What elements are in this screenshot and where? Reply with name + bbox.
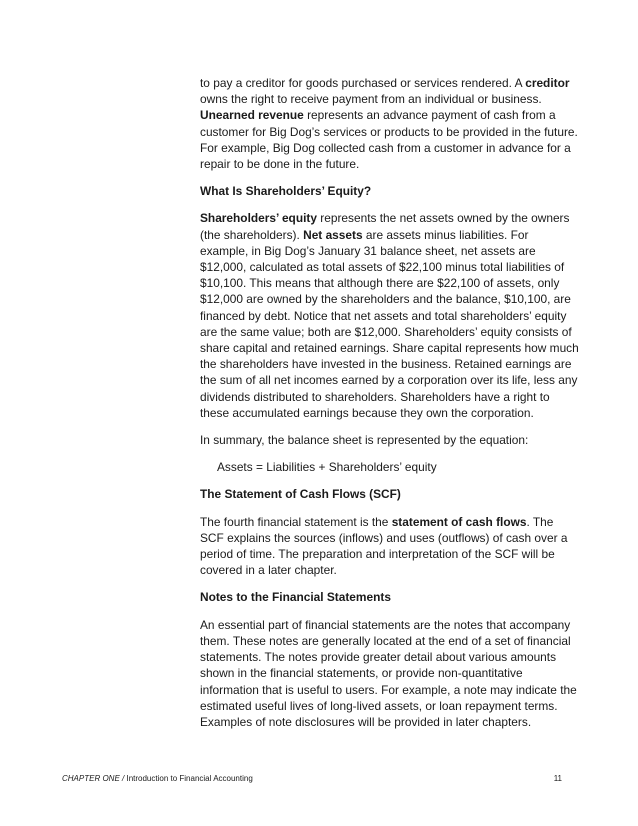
footer-chapter: CHAPTER ONE bbox=[62, 774, 120, 783]
term-shareholders-equity: Shareholders’ equity bbox=[200, 211, 317, 226]
text: are assets minus liabilities. For example, in Big Dog’s January 31 balance sheet, net assets are $12,000, calculated as total assets of $22,100 minus total liabilities of $10,100. This means that although there are $22,100 of assets, only $12,000 are owned by the shareholders and the balance, $10,100, are financed by debt. Notice that net assets and total shareholders’ equity are the same value; both are $12,000. Shareholders’ equity consists of share capital and retained earnings. Share capital represents how much the shareholders have invested in the business. Retained earnings are the sum of all net incomes earned by a corporation over its life, less any dividends distributed to shareholders. Shareholders have a right to these accumulated earnings because they own the corporation. bbox=[200, 227, 579, 420]
text: The fourth financial statement is the bbox=[200, 514, 392, 529]
paragraph-liabilities bbox=[200, 75, 580, 172]
heading-notes: Notes to the Financial Statements bbox=[200, 590, 391, 605]
text: to pay a creditor for goods purchased or services rendered. A bbox=[200, 76, 526, 90]
text: represents the net assets owned by the owners (the shareholders). bbox=[200, 211, 570, 242]
term-unearned-revenue: Unearned revenue bbox=[200, 108, 304, 123]
footer-separator: / bbox=[119, 774, 127, 783]
text: . The SCF explains the sources (inflows) and uses (outflows) of cash over a period of time. The preparation and interpretation of the SCF will be covered in a later chapter. bbox=[200, 514, 568, 578]
term-statement-of-cash-flows: statement of cash flows bbox=[391, 514, 527, 529]
page-number: 11 bbox=[553, 774, 562, 783]
text: owns the right to receive payment from an individual or business. bbox=[200, 92, 542, 107]
paragraph-scf bbox=[200, 514, 580, 579]
balance-sheet-equation: Assets = Liabilities + Shareholders’ equity bbox=[217, 460, 437, 475]
term-creditor: creditor bbox=[525, 76, 570, 90]
page-footer bbox=[62, 774, 562, 784]
paragraph-summary: In summary, the balance sheet is represented by the equation: bbox=[200, 433, 529, 448]
paragraph-notes: An essential part of financial statements are the notes that accompany them. These notes are generally located at the end of a set of financial statements. The notes provide greater detail about various amounts shown in the financial statements, or provide non-quantitative information that is useful to users. For example, a note may indicate the estimated useful lives of long-lived assets, or loan repayment terms. Examples of note disclosures will be provided in later chapters. bbox=[200, 617, 577, 729]
footer-title: Introduction to Financial Accounting bbox=[126, 774, 253, 783]
heading-shareholders-equity: What Is Shareholders’ Equity? bbox=[200, 184, 372, 199]
term-net-assets: Net assets bbox=[303, 227, 363, 242]
text: represents an advance payment of cash from a customer for Big Dog’s services or products to be provided in the future. For example, Big Dog collected cash from a customer in advance for a repair to be done in the future. bbox=[200, 108, 578, 172]
heading-scf: The Statement of Cash Flows (SCF) bbox=[200, 487, 401, 502]
paragraph-equity bbox=[200, 210, 580, 421]
page-content bbox=[200, 75, 580, 741]
